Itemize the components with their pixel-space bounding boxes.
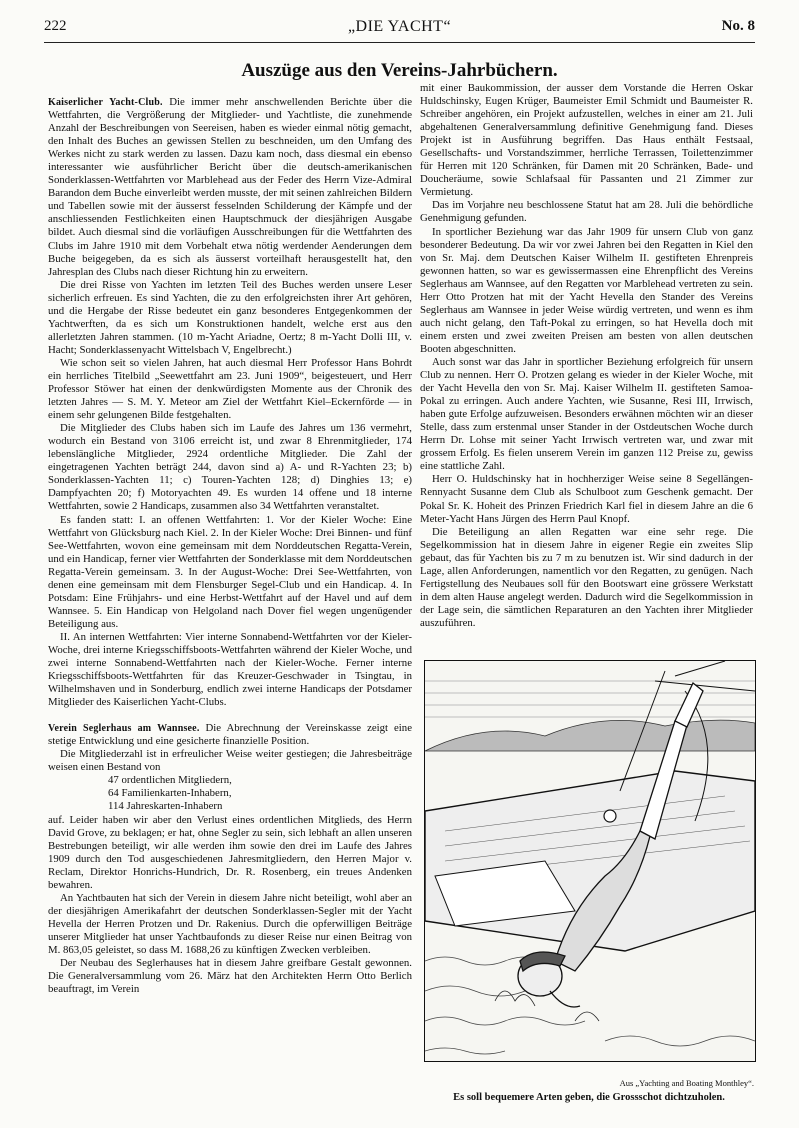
- left-column: [48, 96, 412, 1106]
- list-item: 64 Familienkarten-Inhabern,: [108, 787, 232, 800]
- running-header: [44, 10, 755, 40]
- paragraph: An Yachtbauten hat sich der Verein in diesem Jahre nicht beteiligt, wohl aber an der diesjährigen Amerikafahrt der deutschen Sonderklassen-Segler mit der Yacht Hevella der Herren Protzen und Dr. Rakenius. Durch die opferwilligen Beiträge unserer Mitglieder hat unser Yachtbaufonds zu dieser Reise nur einen Beitrag von M. 863,05 geleistet, so dass M. 1688,26 zu künftigen Zwecken verbleiben.: [48, 891, 412, 956]
- list-item: 114 Jahreskarten-Inhabern: [108, 800, 223, 813]
- paragraph: Es fanden statt: I. an offenen Wettfahrten: 1. Vor der Kieler Woche: Eine Wettfahrt von Glücksburg nach Kiel. 2. In der Kieler Woche: Drei Binnen- und fünf See-Wettfahrten, wovon eine gemeinsam mit dem Norddeutschen Regatta-Verein, und ein Handicap, ferner vier Wettfahrten der Sonderklasse mit dem Norddeutschen Regatta-Verein gemeinsam. 3. In der August-Woche: Drei See-Wettfahrten, von denen eine gemeinsam mit dem Flensburger Segel-Club und ein Handicap. 4. In Potsdam: Eine Frühjahrs- und eine Herbst-Wettfahrt auf der Havel und auf dem Wannsee. 5. Ein Handicap von Helgoland nach Dover fiel wegen ungenügender Beteiligung aus.: [48, 513, 412, 630]
- paragraph: Auch sonst war das Jahr in sportlicher Beziehung erfolgreich für unsern Club zu nennen. Herr O. Protzen gelang es wieder in der Kieler Woche, mit der Yacht Hevella den von Sr. Maj. Kaiser Wilhelm II. gestifteten Samoa-Pokal zu erringen. Auch andere Yachten, wie Susanne, Resi III, Irrwisch, haben gute Erfolge aufzuweisen. Besonders erwähnen möchten wir an dieser Stelle, dass zum erstenmal unser Stander in der Ostdeutschen Woche durch Herrn Dr. Lohse mit seiner Yacht Irrwisch vertreten war, und zwar mit grossem Erfolg. Es fielen unserem Verein im ganzen 112 Preise zu, gewiss eine stattliche Zahl.: [420, 355, 753, 473]
- paragraph-text: Die Abrechnung der Vereinskasse zeigt eine stetige Entwicklung und eine gesicherte finanzielle Position.: [48, 722, 412, 748]
- paragraph: Die Beteiligung an allen Regatten war eine sehr rege. Die Segelkommission hat in diesem Jahre in eigener Regie ein zweites Slip gebaut, das für Yachten bis zu 7 m zu benutzen ist. Wir sind dadurch in der Lage, allen Anforderungen, namentlich vor den Regatten, zu genügen. Nach Fertigstellung des Neubaues soll für den Bootswart eine grössere Werkstatt in dem alten Hause angelegt werden. Dadurch wird die Segelkommission in der Lage sein, die sämtlichen Reparaturen an den Yachten ihrer Mitglieder auszuführen.: [420, 525, 753, 629]
- paragraph: auf. Leider haben wir aber den Verlust eines ordentlichen Mitglieds, des Herrn David Grove, zu beklagen; er hat, ohne Segler zu sein, sich lebhaft an allen unseren Bestrebungen beteiligt, wir alle werden ihm sowie den drei im Laufe des Jahres 1909 durch den Tod ausgeschiedenen Jahresmitgliedern, den Herren Major v. Reclam, Direktor Honrichs-Hundrich, Dr. R. Rosenberg, ein treues Andenken bewahren.: [48, 813, 412, 891]
- issue-number: No. 8: [721, 18, 755, 34]
- paragraph: Wie schon seit so vielen Jahren, hat auch diesmal Herr Professor Hans Bohrdt ein herrliches Titelbild „Seewettfahrt am 23. Juni 1909“, beigesteuert, und Herr Professor Stöwer hat einen der denkwürdigsten Momente aus der Chronik des letzten Jahres — S. M. Y. Meteor am Ziel der Wettfahrt Kiel–Eckernförde — in einem sehr gelungenen Bilde festgehalten.: [48, 356, 412, 422]
- section-gap: [48, 709, 412, 722]
- image-credit: Aus „Yachting and Boating Monthley“.: [619, 1078, 754, 1088]
- sailor-illustration: [424, 660, 756, 1062]
- club-name-wannsee: Verein Seglerhaus am Wannsee.: [48, 723, 200, 735]
- paragraph: Der Neubau des Seglerhauses hat in diesem Jahre greifbare Gestalt gewonnen. Die Generalversammlung vom 26. März hat den Architekten Herrn Otto Berlich beauftragt, im Verein: [48, 957, 412, 996]
- paragraph: Das im Vorjahre neu beschlossene Statut hat am 28. Juli die behördliche Genehmigung gefunden.: [420, 199, 753, 225]
- paragraph: [48, 96, 412, 279]
- paragraph: mit einer Baukommission, der ausser dem Vorstande die Herren Oskar Huldschinsky, Eugen Krüger, Baumeister Emil Schmidt und Baumeister R. Schreiber angehören, ein Projekt aufzustellen, welches in einer am 21. Juli abgehaltenen Generalversammlung definitive Genehmigung fand. Dieses Projekt ist in Ausführung begriffen. Das Haus enthält Festsaal, Gesellschafts- und Vorstandszimmer, herrliche Terrassen, Toilettenzimmer für Herren mit 120 Schränken, für Damen mit 20 Schränken, Bade- und Doucheräume, sowie Schlafsaal für Passanten und 21 Zimmer zur Vermietung.: [420, 82, 753, 199]
- member-counts-list: [48, 774, 412, 813]
- water-waves: [425, 957, 755, 1054]
- paragraph-text: Die immer mehr anschwellenden Berichte über die Wettfahrten, die Vergrößerung der Mitglieder- und Yachtliste, die zunehmende Anzahl der Beschreibungen von Seereisen, haben es wieder einmal nötig gemacht, den Inhalt des Buches an gewissen Stellen zu beschneiden, um den Umfang des Werkes nicht zu stark werden zu lassen. Dazu kam noch, dass diesmal ein ebenso interessanter wie ausführlicher Bericht über die deutsch-amerikanischen Sonderklassen-Wettfahrten vor Marblehead aus der Feder des Herrn Vize-Admiral Barandon dem Buche einverleibt werden musste, der mit seinen zahlreichen Bildern und Tabellen sowie mit der äusserst fesselnden Schilderung der Kämpfe und der anschliessenden Festlichkeiten einen Hauptschmuck der diesjährigen Ausgabe bildet. Auch diesmal sind die vorläufigen Ausschreibungen für die Wettfahrten des Clubs im Jahre 1910 mit dem Vorbehalt etwa nötig werdender Aenderungen dem Buche beigegeben, da es sich als äusserst vorteilhaft herausgestellt hat, den Jahresplan des Clubs nach dieser Richtung hin zu erweitern.: [48, 96, 412, 278]
- journal-title: „DIE YACHT“: [347, 18, 452, 35]
- pulley-block: [604, 810, 616, 822]
- illustration-drawing: [425, 661, 755, 1061]
- club-name-kyc: Kaiserlicher Yacht-Club.: [48, 97, 163, 108]
- list-item: 47 ordentlichen Mitgliedern,: [108, 774, 232, 787]
- paragraph: Die drei Risse von Yachten im letzten Teil des Buches werden unsere Leser sicherlich erfreuen. Es sind Yachten, die zu den erfolgreichsten ihrer Art gehören, und die Hergabe der Risse bedeutet ein ganz besonderes Entgegenkommen der Yachtwerften, da es sich um Konstruktionen handelt, welche erst aus den allerletzten Jahren stammen. (10 m-Yacht Ariadne, Oertz; 8 m-Yacht Dolli III, v. Hacht; Sonderklassenyacht Wittelsbach V, Engelbrecht.): [48, 278, 412, 356]
- page-number: 222: [44, 18, 67, 34]
- figure-caption: Es soll bequemere Arten geben, die Grossschot dichtzuholen.: [453, 1092, 725, 1103]
- paragraph: In sportlicher Beziehung war das Jahr 1909 für unsern Club von ganz besonderer Bedeutung. Da wir vor zwei Jahren bei den Regatten in Kiel den von Sr. Maj. dem Deutschen Kaiser Wilhelm II. gestifteten Ehrenpreis gewonnen hatten, so war es gewissermassen eine Ehrenpflicht des Vereins Seglerhaus am Wannsee, auf den Regatten vor Marblehead vertreten zu sein. Herr Otto Protzen hat mit der Yacht Hevella den Stander des Vereins Seglerhaus am Wannsee in jeder Weise würdig vertreten, und wenn es ihm auch nicht gelang, den Taft-Pokal zu erringen, so hat Hevella doch mit einem ersten und zwei zweiten Preisen am besten von allen deutschen Booten abgeschnitten.: [420, 225, 753, 355]
- paragraph: Die Mitglieder des Clubs haben sich im Laufe des Jahres um 136 vermehrt, wodurch ein Bestand von 3106 erreicht ist, und zwar 8 Ehrenmitglieder, 174 lebenslängliche Mitglieder, 2924 ordentliche Mitglieder. Die Zahl der eingetragenen Yachten beträgt 244, davon sind a) A- und R-Yachten 23; b) Sonderklassen-Yachten 11; c) Touren-Yachten 128; d) Dinghies 13; e) Dampfyachten 20; f) Motoryachten 49. Es wurden 14 offene und 18 interne Wettfahrten, sowie 2 Handicaps, zusammen also 34 Wettfahrten veranstaltet.: [48, 422, 412, 513]
- paragraph: II. An internen Wettfahrten: Vier interne Sonnabend-Wettfahrten vor der Kieler-Woche, drei interne Kriegsschiffsboots-Wettfahrten während der Kieler Woche, und zwei interne Sonnabend-Wettfahrten nach der Kieler-Woche. Ferner interne Kriegsschiffsboots-Wettfahrten für das Kreuzer-Geschwader in Tsingtau, in Wilhelmshaven und in Sonderburg, endlich zwei interne Handicaps der Potsdamer Mitglieder des Kaiserlichen Yacht-Clubs.: [48, 630, 412, 709]
- paragraph: Herr O. Huldschinsky hat in hochherziger Weise seine 8 Segellängen-Rennyacht Susanne dem Club als Schulboot zum Geschenk gemacht. Der Pokal Sr. K. Hoheit des Prinzen Friedrich Karl fiel in diesem Jahre an die 6 Meter-Yacht Hans Jürgen des Herrn Paul Knopf.: [420, 473, 753, 525]
- paragraph: Die Mitgliederzahl ist in erfreulicher Weise weiter gestiegen; die Jahresbeiträge weisen einen Bestand von: [48, 748, 412, 774]
- right-column: [420, 82, 753, 652]
- header-rule: [44, 42, 755, 43]
- article-title: Auszüge aus den Vereins-Jahrbüchern.: [241, 60, 558, 81]
- paragraph: [48, 722, 412, 748]
